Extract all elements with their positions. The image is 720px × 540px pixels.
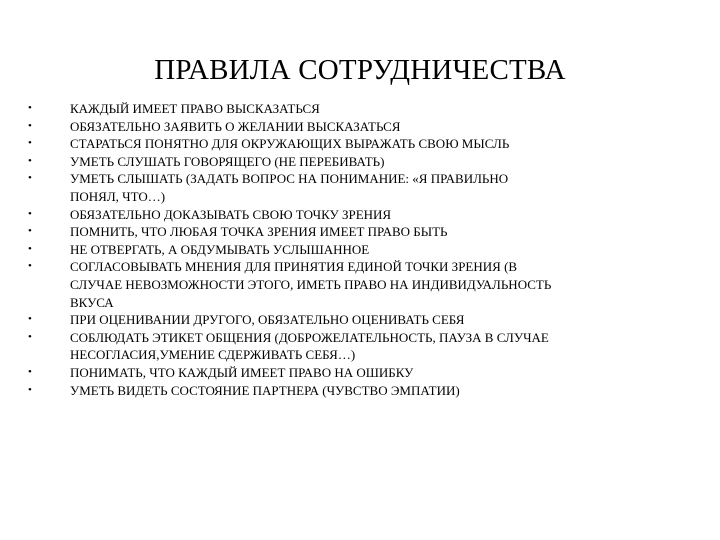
bullet-icon: • [28,260,32,273]
rule-text: НЕ ОТВЕРГАТЬ, А ОБДУМЫВАТЬ УСЛЫШАННОЕ [70,241,370,257]
list-item [28,206,700,224]
rules-list [28,100,700,399]
bullet-icon: • [28,383,32,396]
list-item [28,170,700,205]
list-item [28,364,700,382]
rule-text: УМЕТЬ ВИДЕТЬ СОСТОЯНИЕ ПАРТНЕРА (ЧУВСТВО ЭМПАТИИ) [70,382,460,398]
list-item [28,153,700,171]
rule-text: УМЕТЬ СЛУШАТЬ ГОВОРЯЩЕГО (НЕ ПЕРЕБИВАТЬ) [70,153,385,169]
bullet-icon: • [28,119,32,132]
rule-text: ОБЯЗАТЕЛЬНО ДОКАЗЫВАТЬ СВОЮ ТОЧКУ ЗРЕНИЯ [70,206,392,222]
list-item [28,241,700,259]
bullet-icon: • [28,365,32,378]
slide-title: ПРАВИЛА СОТРУДНИЧЕСТВА [154,54,566,86]
rule-text: ПОМНИТЬ, ЧТО ЛЮБАЯ ТОЧКА ЗРЕНИЯ ИМЕЕТ ПРАВО БЫТЬ [70,224,448,240]
rule-text: ПОНИМАТЬ, ЧТО КАЖДЫЙ ИМЕЕТ ПРАВО НА ОШИБКУ [70,364,414,380]
bullet-icon: • [28,154,32,167]
bullet-icon: • [28,207,32,220]
list-item [28,382,700,400]
list-item [28,100,700,118]
rule-text: СОБЛЮДАТЬ ЭТИКЕТ ОБЩЕНИЯ (ДОБРОЖЕЛАТЕЛЬНОСТЬ, ПАУЗА В СЛУЧАЕ НЕСОГЛАСИЯ,УМЕНИЕ СДЕРЖИВАТЬ СЕБЯ…) [70,329,549,363]
rule-text: СОГЛАСОВЫВАТЬ МНЕНИЯ ДЛЯ ПРИНЯТИЯ ЕДИНОЙ ТОЧКИ ЗРЕНИЯ (В СЛУЧАЕ НЕВОЗМОЖНОСТИ ЭТОГО, ИМЕТЬ ПРАВО НА ИНДИВИДУАЛЬНОСТЬ ВКУСА [70,259,552,310]
rule-text: УМЕТЬ СЛЫШАТЬ (ЗАДАТЬ ВОПРОС НА ПОНИМАНИЕ: «Я ПРАВИЛЬНО ПОНЯЛ, ЧТО…) [70,171,509,204]
rule-text: ПРИ ОЦЕНИВАНИИ ДРУГОГО, ОБЯЗАТЕЛЬНО ОЦЕНИВАТЬ СЕБЯ [70,312,465,328]
bullet-icon: • [28,225,32,238]
rule-text: ОБЯЗАТЕЛЬНО ЗАЯВИТЬ О ЖЕЛАНИИ ВЫСКАЗАТЬСЯ [70,118,401,134]
bullet-icon: • [28,172,32,185]
list-item [28,135,700,153]
rule-text: СТАРАТЬСЯ ПОНЯТНО ДЛЯ ОКРУЖАЮЩИХ ВЫРАЖАТЬ СВОЮ МЫСЛЬ [70,136,510,152]
bullet-icon: • [28,242,32,255]
list-item [28,118,700,136]
list-item [28,311,700,329]
list-item [28,329,700,364]
list-item [28,223,700,241]
list-item [28,258,700,311]
bullet-icon: • [28,313,32,326]
rule-text: КАЖДЫЙ ИМЕЕТ ПРАВО ВЫСКАЗАТЬСЯ [70,101,320,116]
bullet-icon: • [28,330,32,343]
bullet-icon: • [28,102,32,114]
bullet-icon: • [28,137,32,150]
